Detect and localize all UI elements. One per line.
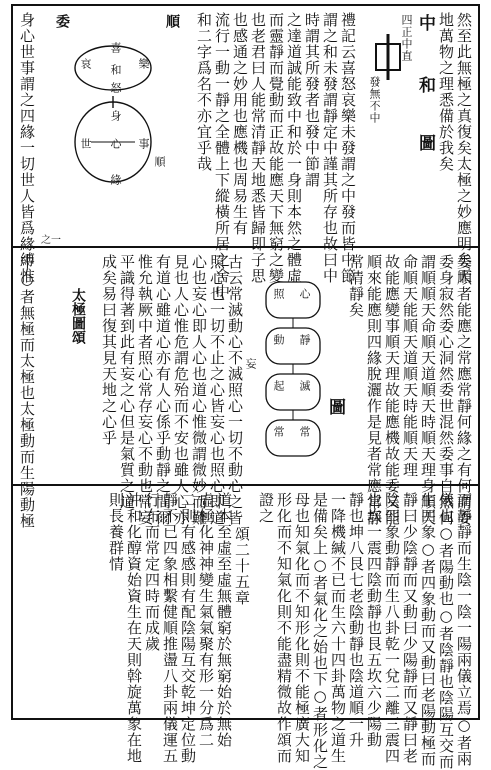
fig-label: 動 [272, 334, 285, 346]
fig-label: 起 [272, 380, 285, 392]
panel-song [13, 486, 478, 770]
text-column: 命順天能順天道順天時能順天理 [401, 254, 419, 478]
he-label-bottom: 怒 [109, 82, 122, 94]
page-number: 之一 [41, 235, 61, 246]
text-column: 流行一動一靜之全體上下縱橫所居之舍中 [213, 12, 231, 300]
text-column: 靜不已四象相繫健順推盪八卦兩儀運五 [161, 492, 179, 764]
heading-tu: 圖 [415, 134, 435, 151]
text-column: 之達道誠能致中和於一身則本然之體虛 [285, 12, 303, 284]
text-column: 也坎一震四陰動靜也艮五坎六少陽動 [365, 492, 383, 748]
heading-taiji-song: 太極圖頌 [70, 288, 86, 344]
text-column: 則長養群情 [107, 492, 125, 572]
text-column: 而靈靜而覺動而正故能應天下無窮之變 [267, 12, 285, 284]
side-char-shun: 順 [164, 14, 180, 28]
side-char-wei: 委 [54, 14, 70, 28]
text-column: 禮記云喜怒哀樂未發謂之中發而皆中節 [339, 12, 357, 284]
text-column: 和二字爲名不亦宜乎哉 [195, 12, 213, 172]
he-label-left: 哀 [79, 58, 92, 70]
text-column: 平識得著到此有妄之心但是氣質之道 [118, 254, 136, 510]
heading-he: 和 [415, 76, 435, 93]
text-column: 行布而常定四時而成歲 [143, 492, 161, 652]
yuan-label-right: 事 [137, 138, 150, 150]
fig-label: 常 [272, 426, 285, 438]
text-column: 而靜靜而生陰一陰一陽兩儀立焉○者兩 [455, 492, 473, 767]
yuan-label-top: 身 [109, 110, 122, 122]
fig-side-label: 妄 [244, 358, 257, 370]
text-column: 陰四象動靜而生八卦乾一兌二離三震四 [383, 492, 401, 764]
text-column: 虛極化神神變生氣氣聚有形一分爲二 [197, 492, 215, 748]
fig-label: 照 [272, 288, 285, 300]
text-column: 故能應變事順天理故能應機故能委又能 [383, 254, 401, 526]
text-column: 地萬物之理悉備於我矣 [437, 12, 455, 172]
text-column: 靜曰少陰靜而又動曰少陽靜而又靜曰老 [401, 492, 419, 764]
text-column: 形化而不知氣化則不能盡精微故作頌而 [275, 492, 293, 764]
text-column: 二則有感感則有配陰陽互交乾坤定位動 [179, 492, 197, 764]
text-column: 時謂其所發者也發中節謂 [303, 12, 321, 188]
text-column: 一降機緘不已而生六十四卦萬物之道生 [329, 492, 347, 764]
text-column: 心也妄心即人心也道心惟微謂微妙而難 [190, 254, 208, 526]
text-column: 古云常滅動心不滅照心一切不動心之皆 [226, 254, 244, 526]
side-char-shun-2: 順 [153, 156, 166, 168]
text-column: 常清靜矣 [347, 254, 365, 318]
text-column: 中○者無極而太極也太極動而生陽動極 [18, 254, 36, 529]
text-column: 謂之和未發謂靜定中謹其所存也故曰中 [321, 12, 339, 284]
text-column: 謂順順天命順天道順天時順天理身順天 [419, 254, 437, 526]
zhong-label-bottom: 發無不中 [368, 76, 381, 124]
yuan-label-center: 心 [109, 138, 122, 150]
text-column: 也老君曰人能常清靜天地悉皆歸即子思 [249, 12, 267, 284]
text-column: 然至此無極之真復矣太極之妙應明矣天 [455, 12, 473, 284]
text-column: 成矣易曰復其見天地之心乎 [100, 254, 118, 446]
text-column: 也感通之妙用也應機也周易生有 [231, 12, 249, 236]
fig-label: 常 [298, 426, 311, 438]
fig-label: 滅 [298, 380, 311, 392]
heading-zhong: 中 [415, 14, 435, 31]
text-column: 有道心雖道心亦有人心係乎動靜之間爾 [154, 254, 172, 526]
yuan-label-left: 世 [79, 138, 92, 150]
text-column: 是備矣上○者氣化之始也下○者形化之 [311, 492, 329, 770]
yuan-label-bottom: 緣 [109, 174, 122, 186]
text-column: 儀也○者陽動也○者陰靜也陰陽互交而 [437, 492, 455, 770]
text-column: 身心世事謂之四緣一切世人皆爲緣縛惟 [18, 12, 36, 284]
text-column: 道本至虛至虛無體窮於無窮始於無始 [215, 492, 233, 748]
zhao-xin-figure [258, 276, 328, 466]
song-heading: 頌二十五章 [233, 526, 251, 606]
text-column: 沖和化醇資始資生在天則斡旋萬象在地 [125, 492, 143, 764]
fig-label: 心 [298, 288, 311, 300]
text-column: 照心也一切不止之心皆妄心也照心即道 [208, 254, 226, 526]
fig-label: 靜 [298, 334, 311, 346]
text-column: 見也人心惟危謂危殆而不安也雖人心亦 [172, 254, 190, 526]
text-column: 生四象○者四象動而又動曰老陽動極而 [419, 492, 437, 767]
page-frame [11, 4, 480, 770]
text-column: 靜也坤八艮七老陰動靜也陰道順一升 [347, 492, 365, 748]
text-column: 委順者能應之常應常靜何緣之有何謂委 [455, 254, 473, 526]
heading-tu-2: 圖 [325, 398, 345, 415]
text-column: 委身寂然委心洞然委世混然委事自然何 [437, 254, 455, 526]
he-label-top: 喜 [109, 42, 122, 54]
text-column: 順來能應則四緣脫灑作是見者常應常靜 [365, 254, 383, 526]
zhong-label-top: 四正中直 [400, 14, 413, 62]
text-column: 母也知氣化而不知形化則不能極廣大知 [293, 492, 311, 764]
he-label-right: 樂 [137, 58, 150, 70]
text-column: 惟允執厥中者照心常存妄心不動也常妄 [136, 254, 154, 526]
he-label-center: 和 [109, 64, 122, 76]
text-column: 證之 [257, 492, 275, 524]
